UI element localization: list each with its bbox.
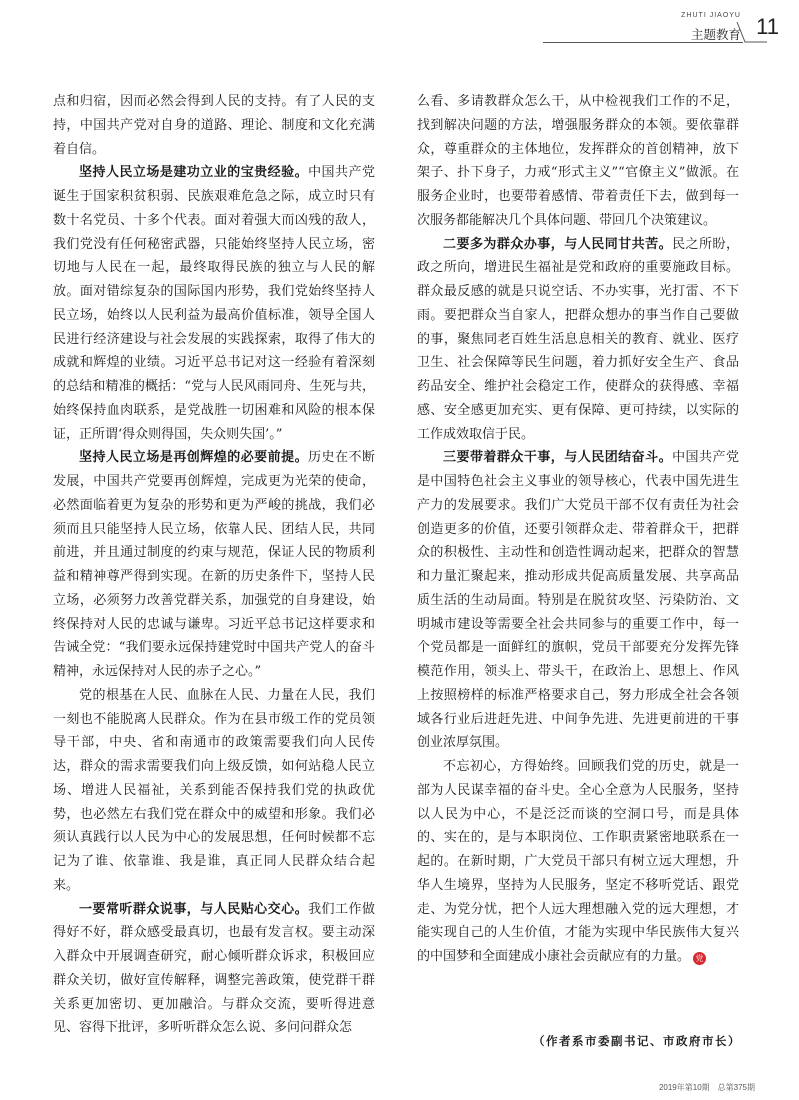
- right-column: [417, 90, 739, 969]
- section-pinyin: ZHUTI JIAOYU: [681, 12, 741, 19]
- paragraph-text: 中国共产党诞生于国家积贫积弱、民族艰难危急之际，成立时只有数十名党员、十多个代表。面对着强大而凶残的敌人，我们党没有任何秘密武器，只能始终坚持人民立场，密切地与人民在一起，最终取得民族的独立与人民的解放。面对错综复杂的国际国内形势，我们党始终坚持人民立场，始终以人民利益为最高价值标准，领导全国人民进行经济建设与社会发展的实践探索，取得了伟大的成就和辉煌的业绩。习近平总书记对这一经验有着深刻的总结和精准的概括：“党与人民风雨同舟、生死与共，始终保持血肉联系，是党战胜一切困难和风险的根本保证，正所谓‘得众则得国，失众则失国’。”: [53, 165, 375, 442]
- page-header: [521, 6, 741, 46]
- paragraph-text: 点和归宿，因而必然会得到人民的支持。有了人民的支持，中国共产党对自身的道路、理论、制度和文化充满着自信。: [53, 94, 375, 157]
- page-number: 11: [756, 14, 779, 39]
- paragraph: [417, 233, 739, 447]
- paragraph: [53, 161, 375, 446]
- left-column: [53, 90, 375, 1040]
- paragraph: [53, 898, 375, 1041]
- paragraph-text: 民之所盼，政之所向，增进民生福祉是党和政府的重要施政目标。群众最反感的就是只说空话、不办实事，光打雷、不下雨。要把群众当自家人，把群众想办的事当作自己要做的事，聚焦同老百姓生活息息相关的教育、就业、医疗卫生、社会保障等民生问题，着力抓好安全生产、食品药品安全、维护社会稳定工作，使群众的获得感、幸福感、安全感更加充实、更有保障、更可持续，以实际的工作成效取信于民。: [417, 236, 739, 442]
- paragraph: [53, 90, 375, 161]
- paragraph-text: 我们工作做得好不好，群众感受最真切，也最有发言权。要主动深入群众中开展调查研究，耐心倾听群众诉求，积极回应群众关切，做好宣传解释，调整完善政策，使党群干群关系更加密切、更加融洽。与群众交流，要听得进意见、容得下批评，多听听群众怎么说、多问问群众怎: [53, 901, 375, 1036]
- paragraph: [53, 684, 375, 898]
- paragraph-lead: 坚持人民立场是再创辉煌的必要前提。: [79, 450, 309, 466]
- paragraph-text: 么看、多请教群众怎么干，从中检视我们工作的不足，找到解决问题的方法，增强服务群众的本领。要依靠群众，尊重群众的主体地位，发挥群众的首创精神，放下架子、扑下身子，力戒“形式主义”“官僚主义”做派。在服务企业时，也要带着感情、带着责任下去，做到每一次服务都能解决几个具体问题、带回几个决策建议。: [417, 94, 739, 228]
- paragraph-lead: 坚持人民立场是建功立业的宝贵经验。: [79, 165, 309, 181]
- end-mark-icon: 党: [693, 952, 706, 965]
- paragraph: [417, 446, 739, 755]
- issue-footer: 2019年第10期 总第375期: [658, 1083, 755, 1092]
- paragraph: [417, 755, 739, 969]
- section-title: 主题教育: [690, 27, 741, 42]
- paragraph-lead: 一要常听群众说事，与人民贴心交心。: [79, 901, 309, 917]
- header-rule: [543, 42, 743, 43]
- author-byline: （作者系市委副书记、市政府市长）: [533, 1034, 741, 1048]
- paragraph-text: 历史在不断发展，中国共产党要再创辉煌，完成更为光荣的使命，必然面临着更为复杂的形势和更为严峻的挑战，我们必须而且只能坚持人民立场，依靠人民、团结人民，共同前进，并且通过制度的约束与规范，保证人民的物质利益和精神尊严得到实现。在新的历史条件下，坚持人民立场，必须努力改善党群关系，加强党的自身建设，始终保持对人民的忠诚与谦卑。习近平总书记这样要求和告诫全党：“我们要永远保持建党时中国共产党人的奋斗精神，永远保持对人民的赤子之心。”: [53, 450, 375, 679]
- paragraph-text: 党的根基在人民、血脉在人民、力量在人民，我们一刻也不能脱离人民群众。作为在县市级工作的党员领导干部，中央、省和南通市的政策需要我们向人民传达，群众的需求需要我们向上级反馈，如何站稳人民立场、增进人民福祉，关系到能否保持我们党的执政优势，也必然左右我们党在群众中的威望和形象。我们必须认真践行以人民为中心的发展思想，任何时候都不忘记为了谁、依靠谁、我是谁，真正同人民群众结合起来。: [53, 687, 375, 893]
- paragraph-lead: 二要多为群众办事，与人民同甘共苦。: [443, 236, 673, 252]
- paragraph: [417, 90, 739, 233]
- paragraph-text: 中国共产党是中国特色社会主义事业的领导核心，代表中国先进生产力的发展要求。我们广大党员干部不仅有责任为社会创造更多的价值，还要引领群众走、带着群众干，把群众的积极性、主动性和创造性调动起来，把群众的智慧和力量汇聚起来，推动形成共促高质量发展、共享高品质生活的生动局面。特别是在脱贫攻坚、污染防治、文明城市建设等需要全社会共同参与的重要工作中，每一个党员都是一面鲜红的旗帜，党员干部要充分发挥先锋模范作用，领头上、带头干，在政治上、思想上、作风上按照榜样的标准严格要求自己，努力形成全社会各领域各行业后进赶先进、中间争先进、先进更前进的干事创业浓厚氛围。: [417, 450, 739, 751]
- paragraph-text: 不忘初心，方得始终。回顾我们党的历史，就是一部为人民谋幸福的奋斗史。全心全意为人民服务，坚持以人民为中心，不是泛泛而谈的空洞口号，而是具体的、实在的，是与本职岗位、工作职责紧密地联系在一起的。在新时期，广大党员干部只有树立远大理想，升华人生境界，坚持为人民服务，坚定不移听党话、跟党走、为党分忧，把个人远大理想融入党的远大理想，才能实现自己的人生价值，才能为实现中华民族伟大复兴的中国梦和全面建成小康社会贡献应有的力量。: [417, 759, 739, 964]
- paragraph: [53, 446, 375, 684]
- paragraph-lead: 三要带着群众干事，与人民团结奋斗。: [443, 450, 673, 466]
